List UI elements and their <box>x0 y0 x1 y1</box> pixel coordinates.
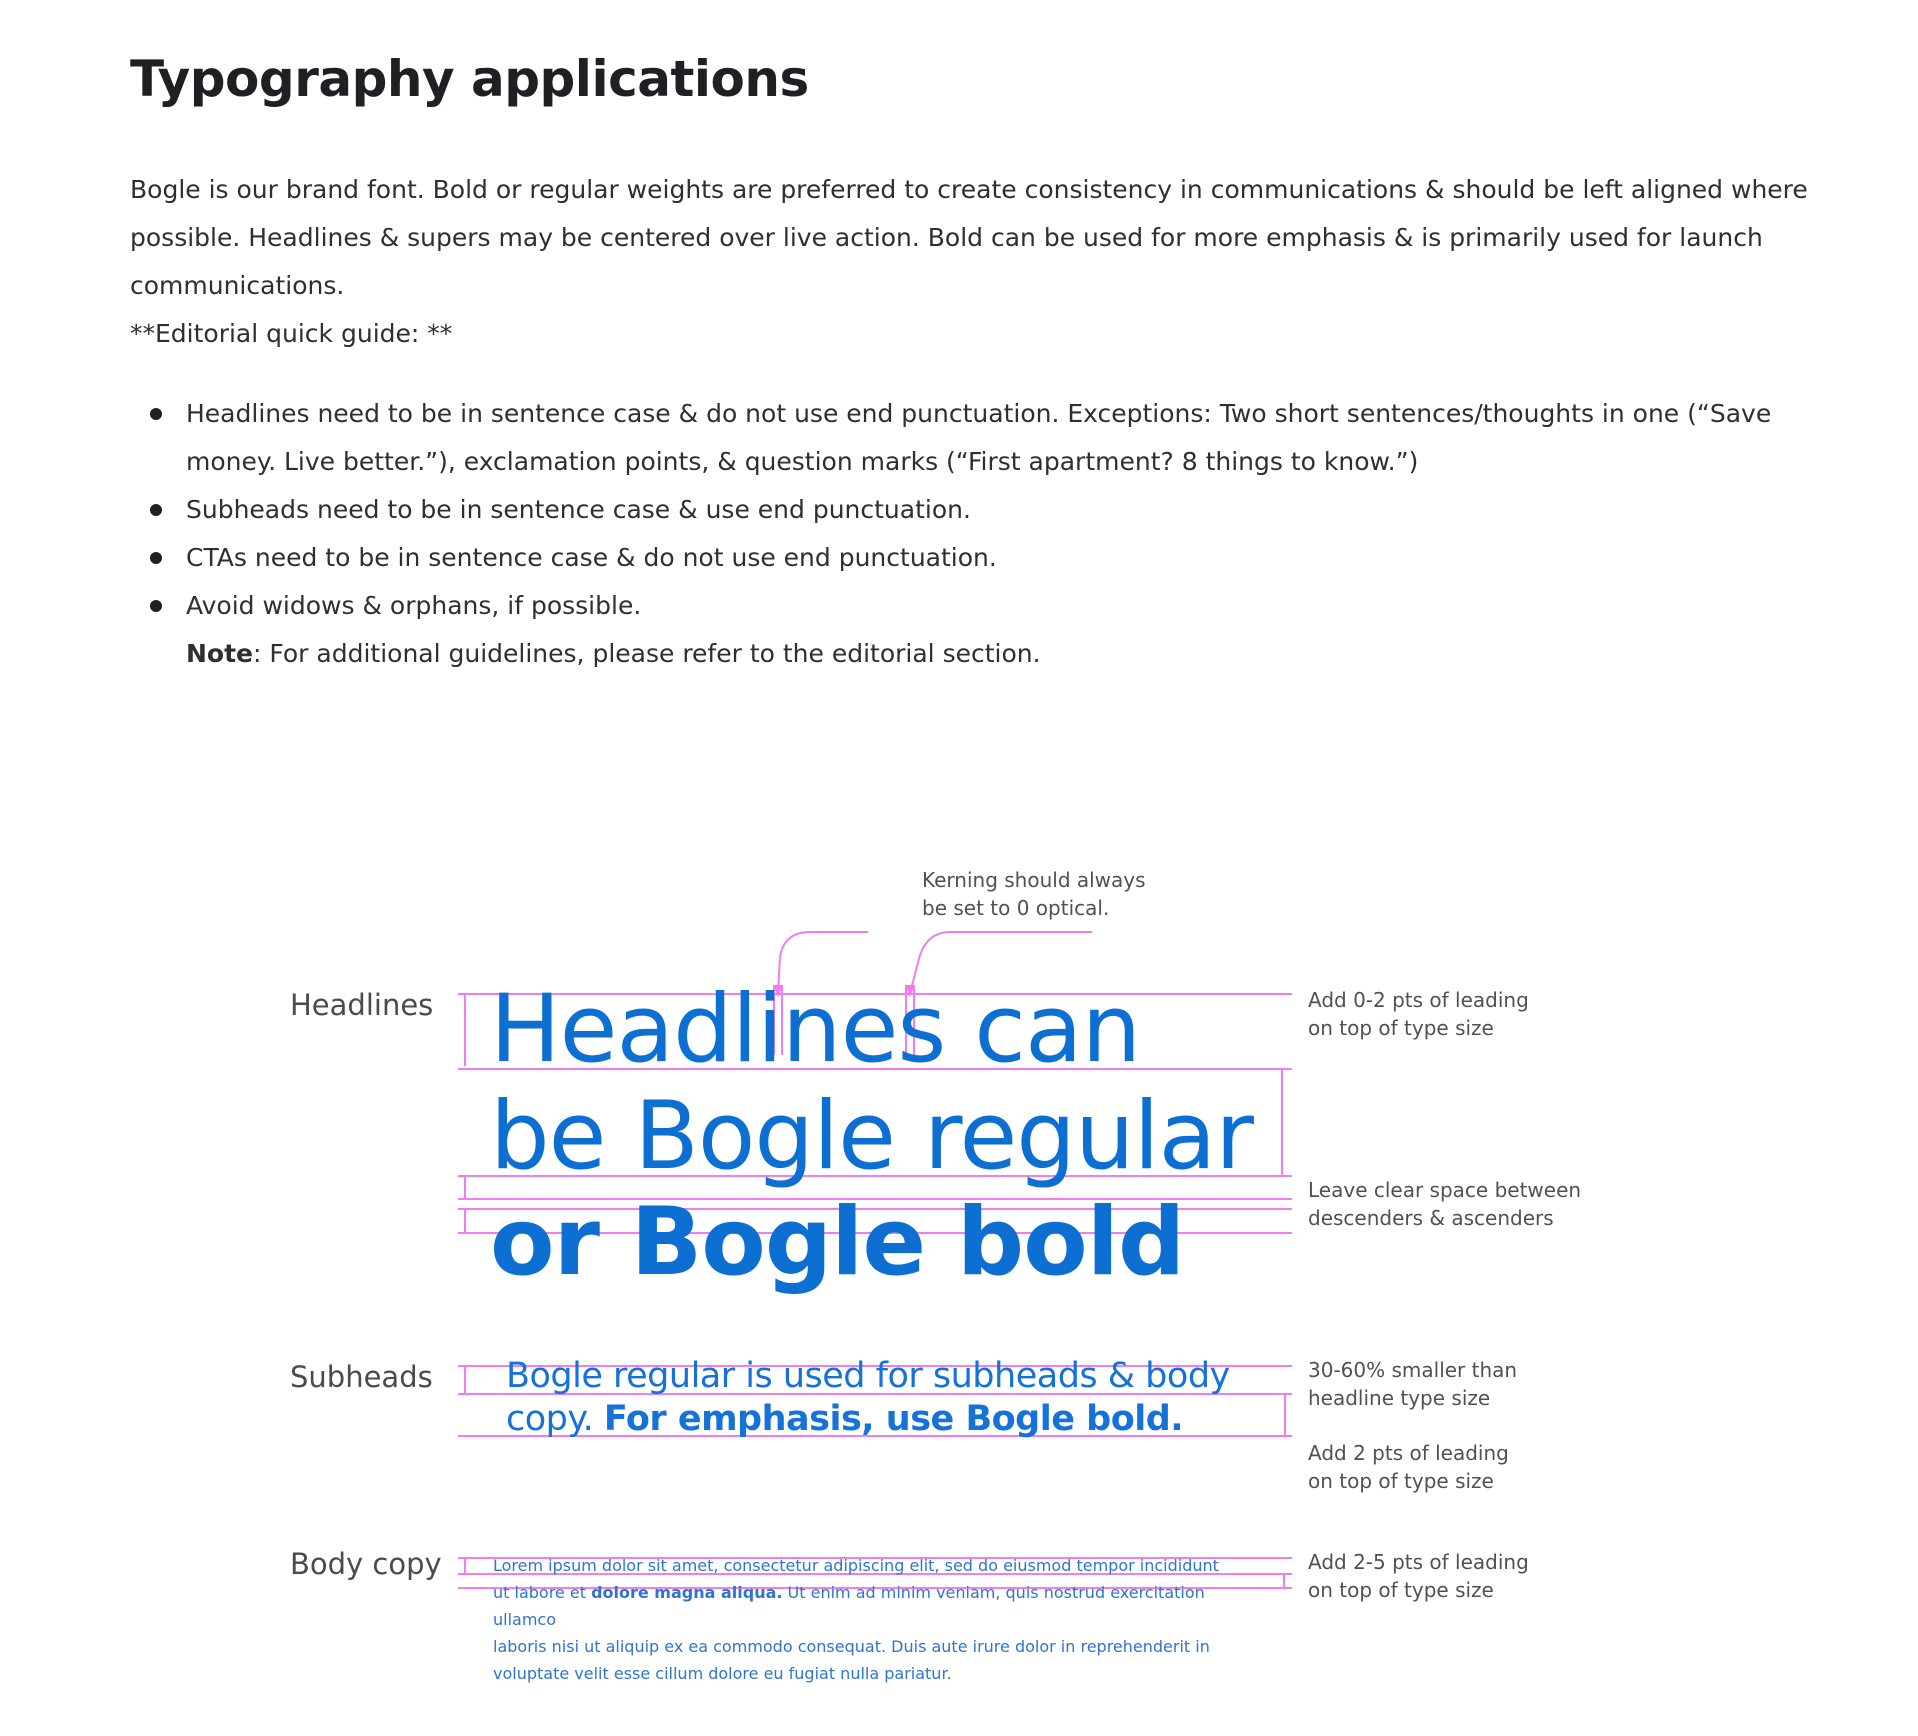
list-item <box>186 390 1826 486</box>
leading-marker <box>464 1210 466 1232</box>
list-item <box>186 534 1826 582</box>
list-item <box>186 582 1826 630</box>
headline-line-2: be Bogle regular <box>490 1082 1253 1191</box>
annotation-subhead-size: 30-60% smaller than headline type size <box>1308 1358 1518 1410</box>
body-line <box>493 1579 1253 1633</box>
leading-marker <box>1281 1070 1283 1175</box>
quick-guide-label: **Editorial quick guide: ** <box>130 319 453 348</box>
body-line: voluptate velit esse cillum dolore eu fugiat nulla pariatur. <box>493 1664 952 1683</box>
kerning-note: Kerning should always be set to 0 optical. <box>922 868 1146 920</box>
category-headlines: Headlines <box>290 988 434 1022</box>
subhead-bold-text: For emphasis, use Bogle bold. <box>603 1399 1184 1439</box>
subhead-line-1: Bogle regular is used for subheads & body <box>506 1356 1230 1396</box>
category-body-copy: Body copy <box>290 1547 442 1581</box>
list-item-text: Avoid widows & orphans, if possible. <box>186 591 642 620</box>
list-item <box>186 486 1826 534</box>
annotation-clear-space: Leave clear space between descenders & ascenders <box>1308 1178 1582 1230</box>
intro-paragraph: Bogle is our brand font. Bold or regular weights are preferred to create consistency in communications & should be left aligned where possible. Headlines & supers may be centered over live action. Bold can be used for more emphasis & is primarily used for launch communications. <box>130 175 1808 300</box>
intro <box>130 166 1810 358</box>
body-line: Lorem ipsum dolor sit amet, consectetur adipiscing elit, sed do eiusmod tempor incididunt <box>493 1556 1219 1575</box>
leading-marker <box>464 1367 466 1393</box>
annotation-headline-leading: Add 0-2 pts of leading on top of type size <box>1308 988 1529 1040</box>
annotation-subhead-leading: Add 2 pts of leading on top of type size <box>1308 1441 1509 1493</box>
leading-marker <box>464 995 466 1066</box>
body-copy-sample <box>493 1552 1253 1687</box>
list-item-text: Subheads need to be in sentence case & use end punctuation. <box>186 495 971 524</box>
list-item-text: CTAs need to be in sentence case & do not use end punctuation. <box>186 543 997 572</box>
page-title: Typography applications <box>130 50 809 108</box>
body-text: Ut enim ad minim veniam, quis nostrud exercitation ullamco <box>493 1583 1205 1629</box>
annotation-body-leading: Add 2-5 pts of leading on top of type size <box>1308 1550 1529 1602</box>
body-line: laboris nisi ut aliquip ex ea commodo consequat. Duis aute irure dolor in reprehenderit in <box>493 1637 1210 1656</box>
category-subheads: Subheads <box>290 1360 433 1394</box>
bullet-icon <box>150 504 162 516</box>
guide-list <box>130 390 1826 630</box>
headline-line-1: Headlines can <box>490 975 1141 1084</box>
bullet-icon <box>150 552 162 564</box>
leading-marker <box>1283 1575 1285 1587</box>
subhead-line-2 <box>506 1399 1183 1439</box>
bullet-icon <box>150 600 162 612</box>
subhead-regular-text: copy. <box>506 1399 604 1439</box>
note-text: : For additional guidelines, please refer to the editorial section. <box>253 639 1041 668</box>
list-item-text: Headlines need to be in sentence case & do not use end punctuation. Exceptions: Two short sentences/thoughts in one (“Save money. Live better.”), exclamation points, & question marks (“First apartment? 8 things to know.”) <box>186 399 1772 476</box>
note-label: Note <box>186 639 254 668</box>
headline-line-3: or Bogle bold <box>490 1188 1185 1297</box>
body-bold-text: dolore magna aliqua. <box>591 1583 783 1602</box>
bullet-icon <box>150 408 162 420</box>
leading-marker <box>1284 1395 1286 1435</box>
leading-marker <box>464 1177 466 1198</box>
body-text: ut labore et <box>493 1583 592 1602</box>
note <box>186 630 1041 678</box>
leading-marker <box>464 1559 466 1573</box>
